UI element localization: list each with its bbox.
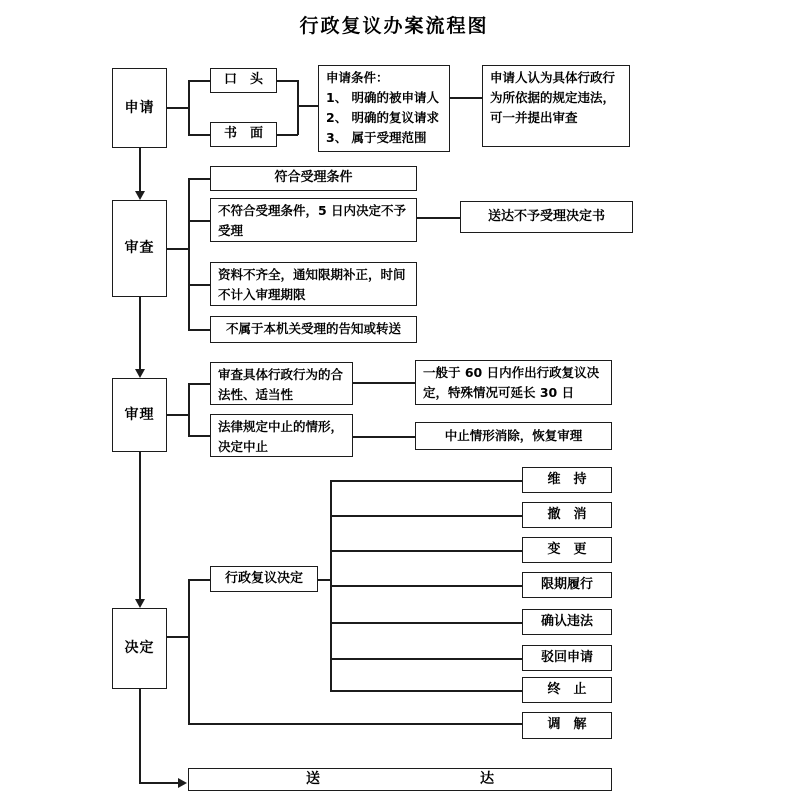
condition-item: 3、 属于受理范围 (326, 130, 427, 145)
outcome-box-terminate: 终 止 (522, 677, 612, 703)
connector (188, 579, 190, 724)
outcome-box-change: 变 更 (522, 537, 612, 563)
connector (167, 636, 188, 638)
connector (188, 383, 210, 385)
connector (167, 414, 190, 416)
connector (167, 107, 189, 109)
connector (330, 658, 522, 660)
connector (330, 515, 522, 517)
connector (188, 383, 190, 436)
condition-item: 2、 明确的复议请求 (326, 110, 440, 125)
connector (167, 248, 190, 250)
connector (188, 220, 210, 222)
conditions-box (318, 65, 450, 152)
delivery-char-right: 达 (480, 771, 494, 788)
arrowhead-down-icon (135, 369, 145, 378)
transfer-box: 不属于本机关受理的告知或转送 (210, 316, 417, 343)
connector (277, 134, 298, 136)
flow-arrow-review-hearing (139, 297, 141, 370)
connector (188, 178, 210, 180)
flow-line-delivery (139, 782, 179, 784)
connector (188, 329, 210, 331)
connector-mediate (188, 723, 522, 725)
stage-box-decision: 决定 (112, 608, 167, 689)
connector (188, 80, 190, 135)
condition-item: 1、 明确的被申请人 (326, 90, 440, 105)
connector (188, 435, 210, 437)
oral-box: 口 头 (210, 68, 277, 93)
attached-review-note-box: 申请人认为具体行政行为所依据的规定违法，可一并提出审查 (482, 65, 630, 147)
accept-box: 符合受理条件 (210, 166, 417, 191)
delivery-label (306, 770, 494, 788)
connector (330, 690, 522, 692)
connector (277, 80, 298, 82)
examine-box: 审查具体行政行为的合法性、适当性 (210, 362, 353, 405)
flow-arrow-hearing-decision (139, 452, 141, 600)
connector (330, 550, 522, 552)
connector (188, 579, 210, 581)
resume-box: 中止情形消除，恢复审理 (415, 422, 612, 450)
stage-box-review: 审查 (112, 200, 167, 297)
delivery-char-left: 送 (306, 771, 320, 788)
reject-notice-box: 送达不予受理决定书 (460, 201, 633, 233)
connector (188, 80, 210, 82)
diagram-title: 行政复议办案流程图 (299, 15, 489, 37)
outcome-box-revoke: 撤 消 (522, 502, 612, 528)
arrowhead-down-icon (135, 191, 145, 200)
flow-line-decision-delivery (139, 689, 141, 784)
connector (297, 80, 299, 135)
connector (450, 97, 482, 99)
suspend-box: 法律规定中止的情形，决定中止 (210, 414, 353, 457)
flow-arrow-apply-review (139, 148, 141, 193)
arrowhead-down-icon (135, 599, 145, 608)
supplement-box: 资料不齐全，通知限期补正，时间不计入审理期限 (210, 262, 417, 306)
connector (353, 382, 415, 384)
connector (330, 622, 522, 624)
connector (297, 105, 318, 107)
conditions-heading: 申请条件： (326, 70, 389, 85)
reject-box: 不符合受理条件，5 日内决定不予受理 (210, 198, 417, 242)
reconsideration-decision-box: 行政复议决定 (210, 566, 318, 592)
connector (330, 585, 522, 587)
outcome-box-confirm-illegal: 确认违法 (522, 609, 612, 635)
outcome-box-uphold: 维 持 (522, 467, 612, 493)
connector (188, 284, 210, 286)
delivery-box (188, 768, 612, 791)
outcome-box-mediate: 调 解 (522, 712, 612, 739)
connector (188, 178, 190, 330)
connector (330, 480, 522, 482)
time-limit-box: 一般于 60 日内作出行政复议决定，特殊情况可延长 30 日 (415, 360, 612, 405)
stage-box-apply: 申请 (112, 68, 167, 148)
connector (188, 134, 210, 136)
outcome-box-perform-within-time: 限期履行 (522, 572, 612, 598)
connector (353, 436, 415, 438)
written-box: 书 面 (210, 122, 277, 147)
outcome-box-reject-application: 驳回申请 (522, 645, 612, 671)
stage-box-hearing: 审理 (112, 378, 167, 452)
connector (417, 217, 460, 219)
arrowhead-right-icon (178, 778, 187, 788)
